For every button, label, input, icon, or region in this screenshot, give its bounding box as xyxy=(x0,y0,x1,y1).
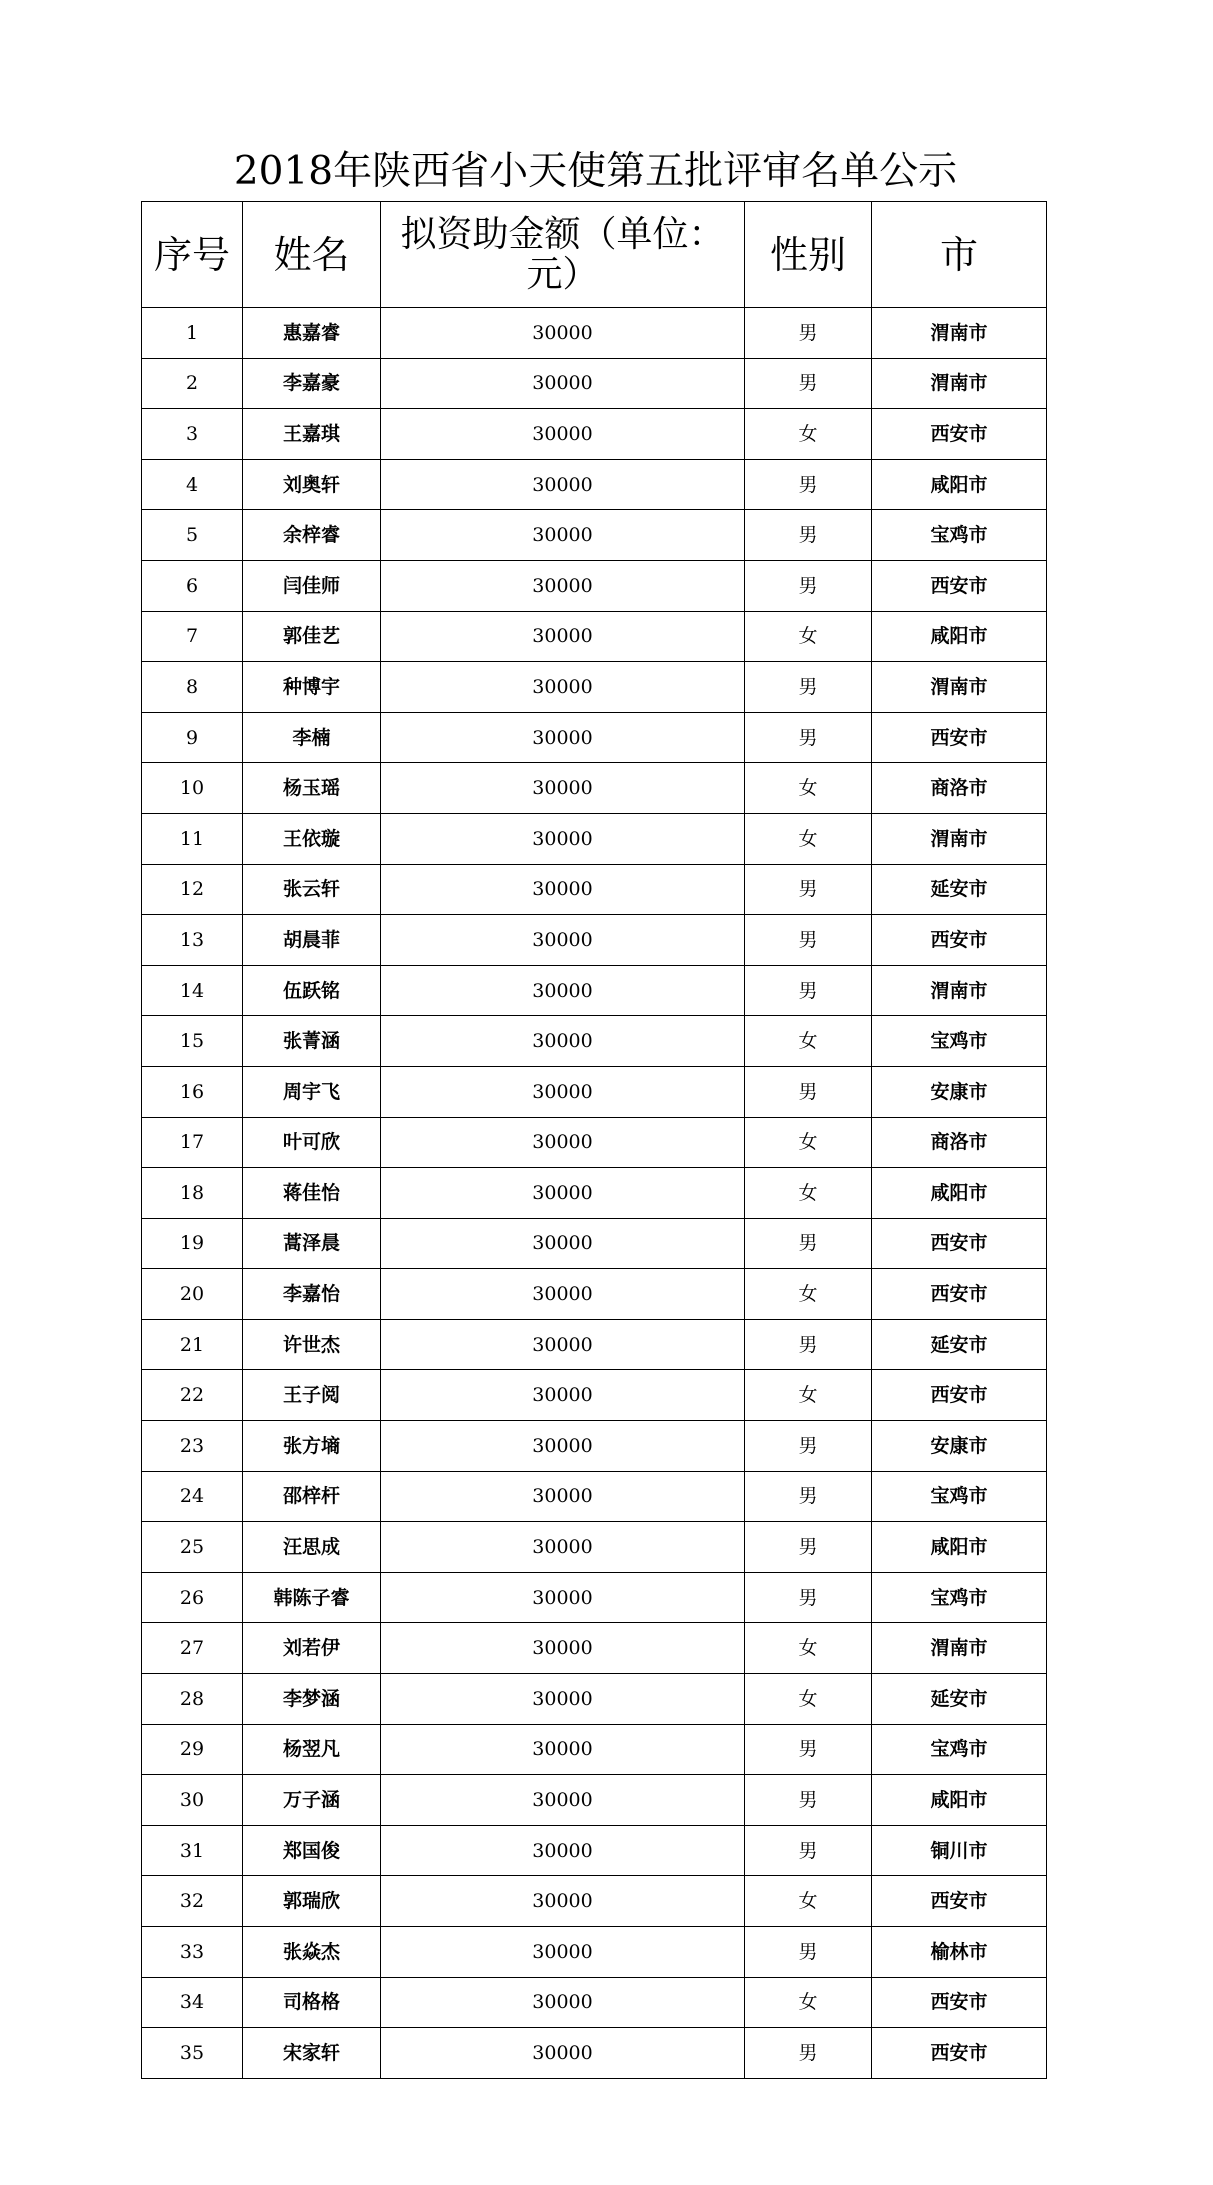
cell-amount: 30000 xyxy=(381,409,745,460)
cell-amount: 30000 xyxy=(381,1471,745,1522)
cell-no: 31 xyxy=(142,1825,243,1876)
cell-name: 胡晨菲 xyxy=(243,915,381,966)
cell-amount: 30000 xyxy=(381,1724,745,1775)
cell-no: 7 xyxy=(142,611,243,662)
cell-gender: 女 xyxy=(745,1674,872,1725)
cell-city: 延安市 xyxy=(872,1319,1047,1370)
table-row xyxy=(142,1572,1047,1623)
cell-gender: 男 xyxy=(745,459,872,510)
cell-city: 宝鸡市 xyxy=(872,510,1047,561)
table-row xyxy=(142,560,1047,611)
cell-city: 咸阳市 xyxy=(872,1522,1047,1573)
table-row xyxy=(142,1522,1047,1573)
table-row xyxy=(142,1825,1047,1876)
table-row xyxy=(142,1724,1047,1775)
cell-amount: 30000 xyxy=(381,1825,745,1876)
cell-amount: 30000 xyxy=(381,1775,745,1826)
cell-gender: 男 xyxy=(745,1471,872,1522)
cell-amount: 30000 xyxy=(381,915,745,966)
cell-no: 1 xyxy=(142,308,243,359)
cell-gender: 男 xyxy=(745,560,872,611)
cell-gender: 男 xyxy=(745,1522,872,1573)
cell-gender: 男 xyxy=(745,1421,872,1472)
cell-city: 延安市 xyxy=(872,1674,1047,1725)
table-row xyxy=(142,1066,1047,1117)
cell-name: 王嘉琪 xyxy=(243,409,381,460)
cell-no: 6 xyxy=(142,560,243,611)
cell-gender: 男 xyxy=(745,1825,872,1876)
table-row xyxy=(142,1016,1047,1067)
cell-no: 28 xyxy=(142,1674,243,1725)
table-row xyxy=(142,1876,1047,1927)
cell-amount: 30000 xyxy=(381,1623,745,1674)
cell-name: 张焱杰 xyxy=(243,1927,381,1978)
cell-city: 西安市 xyxy=(872,409,1047,460)
cell-gender: 女 xyxy=(745,1623,872,1674)
cell-city: 西安市 xyxy=(872,2028,1047,2079)
cell-amount: 30000 xyxy=(381,1522,745,1573)
cell-gender: 女 xyxy=(745,611,872,662)
cell-gender: 女 xyxy=(745,1370,872,1421)
cell-city: 咸阳市 xyxy=(872,1168,1047,1219)
cell-city: 商洛市 xyxy=(872,763,1047,814)
cell-amount: 30000 xyxy=(381,1117,745,1168)
cell-name: 蒿泽晨 xyxy=(243,1218,381,1269)
cell-name: 王子阅 xyxy=(243,1370,381,1421)
cell-amount: 30000 xyxy=(381,1977,745,2028)
cell-no: 35 xyxy=(142,2028,243,2079)
table-row xyxy=(142,1168,1047,1219)
cell-name: 周宇飞 xyxy=(243,1066,381,1117)
cell-city: 安康市 xyxy=(872,1066,1047,1117)
table-row xyxy=(142,510,1047,561)
table-row xyxy=(142,611,1047,662)
cell-name: 司格格 xyxy=(243,1977,381,2028)
cell-no: 19 xyxy=(142,1218,243,1269)
cell-no: 30 xyxy=(142,1775,243,1826)
table-row xyxy=(142,1319,1047,1370)
cell-name: 刘若伊 xyxy=(243,1623,381,1674)
cell-name: 蒋佳怡 xyxy=(243,1168,381,1219)
cell-gender: 男 xyxy=(745,1218,872,1269)
cell-name: 杨玉瑶 xyxy=(243,763,381,814)
cell-city: 西安市 xyxy=(872,915,1047,966)
cell-amount: 30000 xyxy=(381,662,745,713)
cell-city: 渭南市 xyxy=(872,965,1047,1016)
cell-name: 李嘉豪 xyxy=(243,358,381,409)
cell-amount: 30000 xyxy=(381,1421,745,1472)
table-row xyxy=(142,813,1047,864)
cell-no: 22 xyxy=(142,1370,243,1421)
cell-city: 榆林市 xyxy=(872,1927,1047,1978)
cell-gender: 男 xyxy=(745,308,872,359)
cell-amount: 30000 xyxy=(381,560,745,611)
cell-no: 15 xyxy=(142,1016,243,1067)
cell-city: 咸阳市 xyxy=(872,1775,1047,1826)
cell-gender: 男 xyxy=(745,662,872,713)
cell-name: 杨翌凡 xyxy=(243,1724,381,1775)
cell-amount: 30000 xyxy=(381,965,745,1016)
cell-amount: 30000 xyxy=(381,1066,745,1117)
cell-name: 张方墒 xyxy=(243,1421,381,1472)
cell-gender: 男 xyxy=(745,1927,872,1978)
cell-name: 张菁涵 xyxy=(243,1016,381,1067)
cell-gender: 男 xyxy=(745,712,872,763)
cell-city: 渭南市 xyxy=(872,1623,1047,1674)
cell-gender: 女 xyxy=(745,1876,872,1927)
cell-no: 2 xyxy=(142,358,243,409)
cell-city: 铜川市 xyxy=(872,1825,1047,1876)
header-name: 姓名 xyxy=(243,202,381,308)
cell-name: 万子涵 xyxy=(243,1775,381,1826)
cell-amount: 30000 xyxy=(381,510,745,561)
cell-gender: 男 xyxy=(745,1775,872,1826)
cell-amount: 30000 xyxy=(381,1168,745,1219)
cell-city: 西安市 xyxy=(872,1269,1047,1320)
cell-gender: 女 xyxy=(745,409,872,460)
cell-gender: 男 xyxy=(745,2028,872,2079)
cell-name: 李梦涵 xyxy=(243,1674,381,1725)
cell-amount: 30000 xyxy=(381,1370,745,1421)
cell-gender: 男 xyxy=(745,1724,872,1775)
cell-no: 25 xyxy=(142,1522,243,1573)
cell-amount: 30000 xyxy=(381,1674,745,1725)
cell-amount: 30000 xyxy=(381,1319,745,1370)
table-row xyxy=(142,1927,1047,1978)
cell-city: 宝鸡市 xyxy=(872,1471,1047,1522)
table-row xyxy=(142,915,1047,966)
header-gender: 性别 xyxy=(745,202,872,308)
cell-name: 李楠 xyxy=(243,712,381,763)
cell-name: 王依璇 xyxy=(243,813,381,864)
table-row xyxy=(142,965,1047,1016)
cell-gender: 男 xyxy=(745,864,872,915)
table-row xyxy=(142,1269,1047,1320)
cell-gender: 男 xyxy=(745,1066,872,1117)
cell-no: 33 xyxy=(142,1927,243,1978)
cell-name: 李嘉怡 xyxy=(243,1269,381,1320)
table-row xyxy=(142,1977,1047,2028)
cell-amount: 30000 xyxy=(381,864,745,915)
table-row xyxy=(142,2028,1047,2079)
cell-name: 许世杰 xyxy=(243,1319,381,1370)
cell-gender: 男 xyxy=(745,965,872,1016)
cell-city: 西安市 xyxy=(872,1370,1047,1421)
cell-amount: 30000 xyxy=(381,358,745,409)
cell-no: 20 xyxy=(142,1269,243,1320)
cell-gender: 女 xyxy=(745,763,872,814)
header-amount: 拟资助金额（单位：元） xyxy=(381,202,745,308)
cell-name: 余梓睿 xyxy=(243,510,381,561)
cell-name: 郑国俊 xyxy=(243,1825,381,1876)
cell-city: 渭南市 xyxy=(872,813,1047,864)
cell-no: 16 xyxy=(142,1066,243,1117)
cell-name: 汪思成 xyxy=(243,1522,381,1573)
cell-gender: 女 xyxy=(745,1117,872,1168)
table-row xyxy=(142,763,1047,814)
cell-amount: 30000 xyxy=(381,1218,745,1269)
cell-amount: 30000 xyxy=(381,712,745,763)
cell-amount: 30000 xyxy=(381,2028,745,2079)
cell-no: 14 xyxy=(142,965,243,1016)
cell-city: 西安市 xyxy=(872,712,1047,763)
cell-gender: 男 xyxy=(745,1319,872,1370)
cell-amount: 30000 xyxy=(381,1927,745,1978)
cell-city: 西安市 xyxy=(872,1977,1047,2028)
cell-city: 渭南市 xyxy=(872,662,1047,713)
table-row xyxy=(142,1623,1047,1674)
cell-gender: 女 xyxy=(745,813,872,864)
cell-name: 韩陈子睿 xyxy=(243,1572,381,1623)
header-row xyxy=(142,202,1047,308)
cell-gender: 女 xyxy=(745,1977,872,2028)
table-row xyxy=(142,308,1047,359)
cell-city: 咸阳市 xyxy=(872,459,1047,510)
cell-gender: 女 xyxy=(745,1168,872,1219)
cell-no: 9 xyxy=(142,712,243,763)
cell-amount: 30000 xyxy=(381,1876,745,1927)
table-row xyxy=(142,1471,1047,1522)
cell-no: 18 xyxy=(142,1168,243,1219)
cell-no: 24 xyxy=(142,1471,243,1522)
cell-no: 10 xyxy=(142,763,243,814)
cell-name: 郭佳艺 xyxy=(243,611,381,662)
table-row xyxy=(142,662,1047,713)
cell-no: 11 xyxy=(142,813,243,864)
cell-name: 邵梓杆 xyxy=(243,1471,381,1522)
cell-no: 12 xyxy=(142,864,243,915)
cell-name: 叶可欣 xyxy=(243,1117,381,1168)
cell-city: 西安市 xyxy=(872,560,1047,611)
header-city: 市 xyxy=(872,202,1047,308)
cell-no: 27 xyxy=(142,1623,243,1674)
table-row xyxy=(142,1117,1047,1168)
cell-city: 渭南市 xyxy=(872,308,1047,359)
cell-amount: 30000 xyxy=(381,1572,745,1623)
cell-no: 8 xyxy=(142,662,243,713)
recipient-table xyxy=(141,201,1047,2079)
table-row xyxy=(142,409,1047,460)
cell-city: 商洛市 xyxy=(872,1117,1047,1168)
cell-no: 32 xyxy=(142,1876,243,1927)
cell-name: 闫佳师 xyxy=(243,560,381,611)
cell-no: 17 xyxy=(142,1117,243,1168)
table-row xyxy=(142,358,1047,409)
cell-city: 宝鸡市 xyxy=(872,1016,1047,1067)
table-row xyxy=(142,1775,1047,1826)
table-body xyxy=(142,308,1047,2079)
cell-amount: 30000 xyxy=(381,611,745,662)
cell-amount: 30000 xyxy=(381,813,745,864)
cell-name: 郭瑞欣 xyxy=(243,1876,381,1927)
table-row xyxy=(142,459,1047,510)
cell-amount: 30000 xyxy=(381,308,745,359)
cell-name: 刘奥轩 xyxy=(243,459,381,510)
table-row xyxy=(142,712,1047,763)
cell-no: 5 xyxy=(142,510,243,561)
cell-no: 21 xyxy=(142,1319,243,1370)
cell-name: 惠嘉睿 xyxy=(243,308,381,359)
table-row xyxy=(142,1674,1047,1725)
table-row xyxy=(142,864,1047,915)
cell-name: 伍跃铭 xyxy=(243,965,381,1016)
cell-gender: 男 xyxy=(745,915,872,966)
header-no: 序号 xyxy=(142,202,243,308)
table-row xyxy=(142,1218,1047,1269)
cell-city: 宝鸡市 xyxy=(872,1572,1047,1623)
cell-no: 34 xyxy=(142,1977,243,2028)
cell-city: 渭南市 xyxy=(872,358,1047,409)
cell-city: 西安市 xyxy=(872,1876,1047,1927)
cell-no: 4 xyxy=(142,459,243,510)
cell-amount: 30000 xyxy=(381,459,745,510)
table-row xyxy=(142,1421,1047,1472)
cell-no: 13 xyxy=(142,915,243,966)
cell-city: 咸阳市 xyxy=(872,611,1047,662)
cell-no: 3 xyxy=(142,409,243,460)
cell-gender: 女 xyxy=(745,1269,872,1320)
table-row xyxy=(142,1370,1047,1421)
cell-gender: 男 xyxy=(745,510,872,561)
document-title: 2018年陕西省小天使第五批评审名单公示 xyxy=(233,149,958,194)
cell-amount: 30000 xyxy=(381,1016,745,1067)
cell-gender: 男 xyxy=(745,1572,872,1623)
cell-city: 延安市 xyxy=(872,864,1047,915)
cell-amount: 30000 xyxy=(381,1269,745,1320)
cell-no: 23 xyxy=(142,1421,243,1472)
cell-name: 宋家轩 xyxy=(243,2028,381,2079)
cell-amount: 30000 xyxy=(381,763,745,814)
cell-city: 安康市 xyxy=(872,1421,1047,1472)
cell-city: 宝鸡市 xyxy=(872,1724,1047,1775)
cell-name: 张云轩 xyxy=(243,864,381,915)
cell-no: 26 xyxy=(142,1572,243,1623)
cell-no: 29 xyxy=(142,1724,243,1775)
cell-gender: 男 xyxy=(745,358,872,409)
cell-name: 种博宇 xyxy=(243,662,381,713)
cell-gender: 女 xyxy=(745,1016,872,1067)
cell-city: 西安市 xyxy=(872,1218,1047,1269)
